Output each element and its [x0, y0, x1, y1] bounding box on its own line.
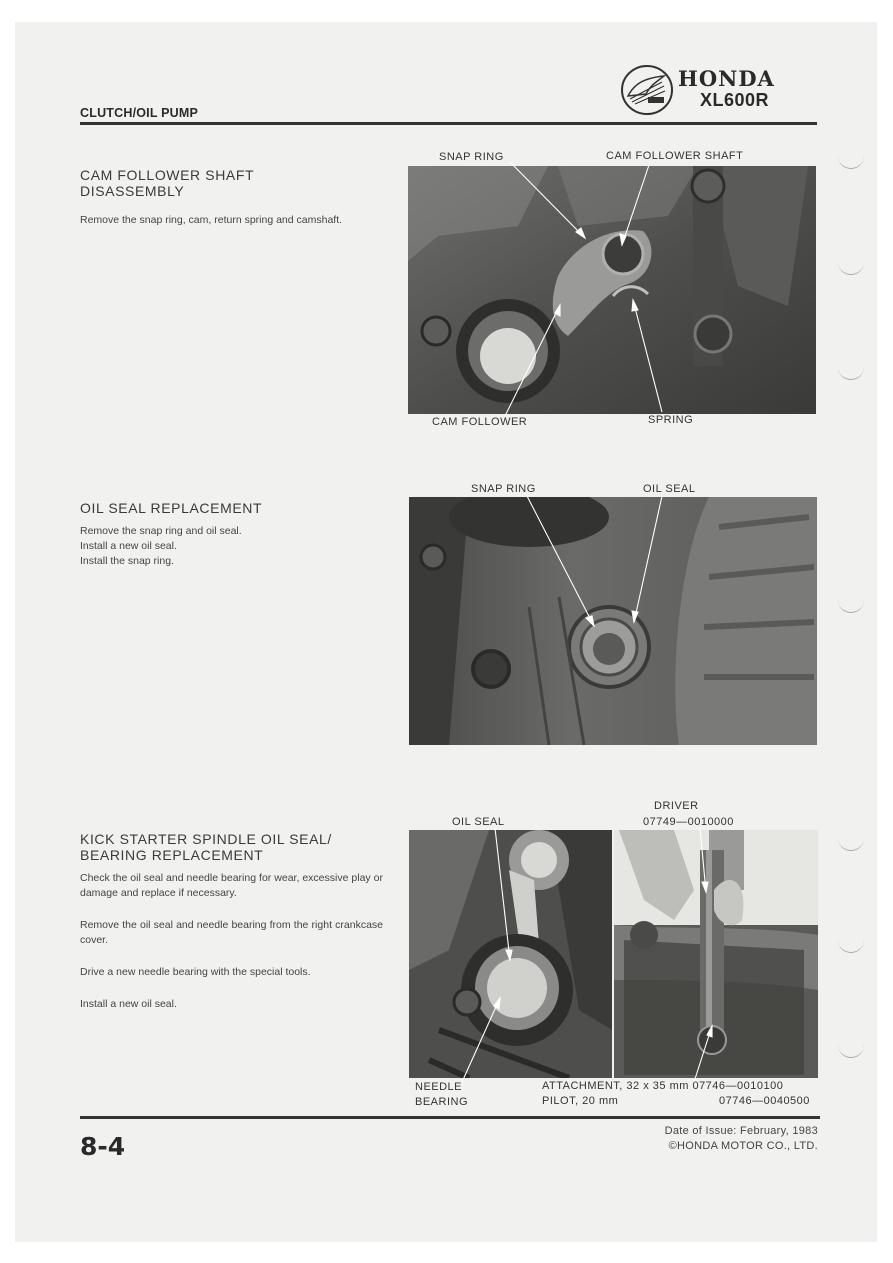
callout-pilot: PILOT, 20 mm: [542, 1095, 619, 1107]
callout-oil-seal: OIL SEAL: [452, 816, 505, 828]
callout-snap-ring: SNAP RING: [439, 151, 504, 163]
brand-name: HONDA: [678, 66, 775, 91]
section-body: Remove the snap ring, cam, return spring and camshaft.: [80, 214, 343, 226]
page-number: 8-4: [80, 1132, 126, 1161]
model-name: XL600R: [700, 90, 770, 110]
section-header: CLUTCH/OIL PUMP: [80, 106, 199, 120]
callout-attachment: ATTACHMENT, 32 x 35 mm 07746—0010100: [542, 1080, 784, 1092]
callout-driver: DRIVER 07749—0010000: [643, 800, 734, 828]
footer-meta: Date of Issue: February, 1983 ©HONDA MOTOR CO., LTD.: [664, 1125, 818, 1152]
callout-cam-follower: CAM FOLLOWER: [432, 416, 528, 428]
callout-cam-follower-shaft: CAM FOLLOWER SHAFT: [606, 150, 744, 162]
section-body: Remove the snap ring and oil seal. Install a new oil seal. Install the snap ring.: [80, 525, 242, 567]
section-title: OIL SEAL REPLACEMENT: [80, 500, 263, 516]
callout-oil-seal: OIL SEAL: [643, 483, 696, 495]
footer-rule: [80, 1116, 820, 1119]
callout-snap-ring: SNAP RING: [471, 483, 536, 495]
callout-spring: SPRING: [648, 414, 694, 426]
callout-pilot-part-number: 07746—0040500: [719, 1095, 810, 1107]
section-body: Check the oil seal and needle bearing for wear, excessive play or damage and replace if necessary. Remove the oil seal and needle bearing from the right crankcase cover. Drive a new needle bearing with the special tools. Install a new oil seal.: [80, 872, 383, 1010]
callout-needle-bearing: NEEDLE BEARING: [415, 1081, 469, 1108]
section-title: CAM FOLLOWER SHAFT DISASSEMBLY: [80, 167, 255, 199]
section-title: KICK STARTER SPINDLE OIL SEAL/ BEARING REPLACEMENT: [80, 831, 332, 863]
